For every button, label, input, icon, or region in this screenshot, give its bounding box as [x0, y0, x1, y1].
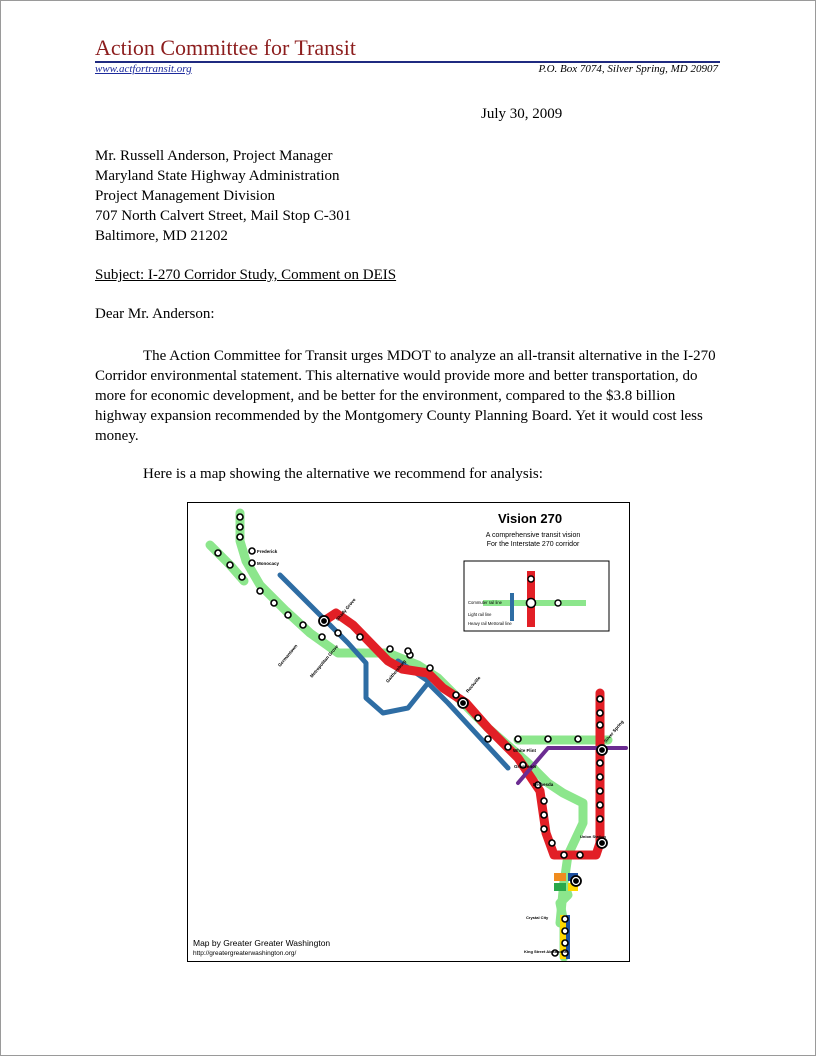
station-dot [249, 548, 255, 554]
station-dot [597, 774, 603, 780]
letterhead-website-link[interactable]: www.actfortransit.org [95, 63, 192, 75]
station-dot [597, 802, 603, 808]
legend-light-rail-label: Light rail line [468, 612, 492, 617]
station-label-king-street: King Street Alexandria [524, 949, 567, 954]
station-dot [285, 612, 291, 618]
salutation: Dear Mr. Anderson: [95, 306, 215, 322]
station-dot [237, 514, 243, 520]
station-dot [549, 840, 555, 846]
legend-station [527, 599, 536, 608]
station-dot [475, 715, 481, 721]
letter-date: July 30, 2009 [481, 106, 563, 122]
station-dot [597, 722, 603, 728]
station-label-crystal-city: Crystal City [526, 915, 549, 920]
station-label-rockville: Rockville [464, 675, 482, 694]
station-label-gaithersburg: Gaithersburg [384, 658, 407, 684]
station-dot [239, 574, 245, 580]
station-dot [562, 928, 568, 934]
map-title: Vision 270 [498, 511, 563, 526]
station-dot [597, 696, 603, 702]
legend-station [555, 600, 561, 606]
station-dot [405, 648, 411, 654]
station-label-germantown: Germantown [276, 643, 299, 668]
station-dot [541, 826, 547, 832]
recipient-line: 707 North Calvert Street, Mail Stop C-301 [95, 208, 352, 224]
map-subtitle [458, 531, 608, 549]
recipient-line: Project Management Division [95, 188, 275, 204]
map-intro-text: Here is a map showing the alternative we recommend for analysis: [143, 466, 543, 482]
station-dot [249, 560, 255, 566]
map-credit: Map by Greater Greater Washington [193, 938, 331, 948]
legend-heavy-rail-label: Heavy rail Metrorail line [468, 621, 512, 626]
station-dot [215, 550, 221, 556]
station-dot [575, 736, 581, 742]
map-credit-url[interactable]: http://greatergreaterwashington.org/ [193, 950, 297, 957]
station-dot [597, 788, 603, 794]
transit-map [187, 502, 630, 962]
station-dot [319, 634, 325, 640]
station-dot [541, 812, 547, 818]
station-label-metropolitan-grove: Metropolitan Grove [308, 643, 340, 679]
station-dot [561, 852, 567, 858]
station-dot [515, 736, 521, 742]
station-dot [597, 816, 603, 822]
legend-station [528, 576, 534, 582]
recipient-line: Maryland State Highway Administration [95, 168, 340, 184]
recipient-block [95, 146, 351, 246]
station-dot [541, 798, 547, 804]
station-dot [335, 630, 341, 636]
station-dot [485, 736, 491, 742]
station-label-grosvenor: Grosvenor [514, 764, 537, 769]
union-station-hub-green [554, 883, 566, 891]
station-label-white-flint: White Flint [513, 748, 536, 753]
station-dot [357, 634, 363, 640]
station-label-bethesda: Bethesda [533, 782, 554, 787]
station-dot [227, 562, 233, 568]
station-dot [545, 736, 551, 742]
station-dot [453, 692, 459, 698]
station-dot [562, 940, 568, 946]
station-label-silver-spring: Silver Spring [602, 719, 625, 744]
station-dot [505, 744, 511, 750]
station-label-monocacy: Monocacy [257, 561, 280, 566]
subject-line: Subject: I-270 Corridor Study, Comment on DEIS [95, 267, 397, 283]
station-dot [562, 916, 568, 922]
recipient-line: Mr. Russell Anderson, Project Manager [95, 148, 333, 164]
body-paragraph [95, 346, 725, 446]
transit-map-graphic [188, 503, 629, 961]
letterhead-address: P.O. Box 7074, Silver Spring, MD 20907 [538, 63, 718, 75]
station-dot [237, 524, 243, 530]
map-subtitle-line: A comprehensive transit vision [485, 532, 581, 539]
station-dot [237, 534, 243, 540]
legend-commuter-rail-label: Commuter rail line [468, 600, 502, 605]
station-label-union-station: Union Station [580, 834, 606, 839]
map-subtitle-line: For the Interstate 270 corridor [486, 541, 580, 548]
station-dot [271, 600, 277, 606]
station-dot [427, 665, 433, 671]
station-label-shady-grove: Shady Grove [334, 597, 357, 622]
station-dot [597, 760, 603, 766]
station-dot [300, 622, 306, 628]
recipient-line: Baltimore, MD 21202 [95, 228, 228, 244]
station-dot [577, 852, 583, 858]
union-station-hub-orange [554, 873, 566, 881]
station-label-frederick: Frederick [257, 549, 278, 554]
station-dot [597, 710, 603, 716]
station-dot [257, 588, 263, 594]
letterhead-org-name: Action Committee for Transit [95, 35, 356, 60]
body-paragraph-text: The Action Committee for Transit urges MDOT to analyze an all-transit alternative in the I-270 Corridor environmental statement. This alternative would provide more and better transportation, do more for economic development, and be better for the environment, compared to the $3.8 billion highway expansion recommended by the Montgomery County Planning Board. Yet it would cost less money. [95, 348, 716, 444]
station-dot [387, 646, 393, 652]
